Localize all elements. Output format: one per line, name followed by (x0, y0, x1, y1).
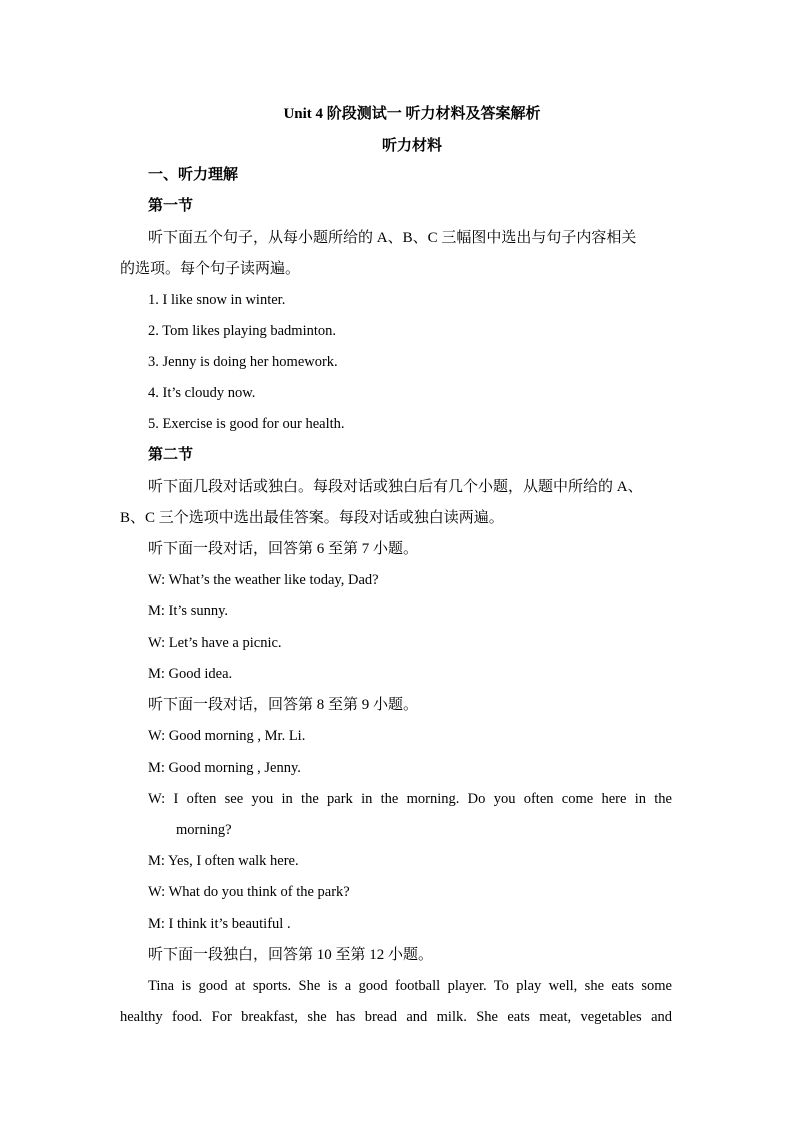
sentence-item: 5. Exercise is good for our health. (148, 416, 345, 432)
dialogue1-intro: 听下面一段对话，回答第 6 至第 7 小题。 (148, 541, 419, 557)
part1-instruction-line1: 听下面五个句子，从每小题所给的 A、B、C 三幅图中选出与句子内容相关 (148, 230, 637, 246)
part1-instruction-line2: 的选项。每个句子读两遍。 (120, 261, 301, 277)
dialogue2-intro: 听下面一段对话，回答第 8 至第 9 小题。 (148, 697, 419, 713)
document-title: Unit 4 阶段测试一 听力材料及答案解析 (283, 106, 541, 122)
document-subtitle: 听力材料 (381, 138, 442, 154)
dialogue-line: M: Yes, I often walk here. (148, 853, 299, 869)
dialogue-line: M: Good idea. (148, 666, 233, 682)
monologue-intro: 听下面一段独白，回答第 10 至第 12 小题。 (148, 947, 434, 963)
dialogue-line-continuation: morning? (176, 822, 232, 838)
dialogue-line: W: What’s the weather like today, Dad? (148, 572, 379, 588)
sentence-item: 3. Jenny is doing her homework. (148, 354, 338, 370)
section-heading: 一、听力理解 (148, 167, 239, 183)
monologue-line: healthy food. For breakfast, she has bread and milk. She eats meat, vegetables and (120, 1009, 672, 1025)
sentence-item: 2. Tom likes playing badminton. (148, 323, 337, 339)
sentence-item: 4. It’s cloudy now. (148, 385, 256, 401)
dialogue-line: W: I often see you in the park in the morning. Do you often come here in the (148, 791, 672, 807)
dialogue-line: W: What do you think of the park? (148, 884, 350, 900)
dialogue-line: M: I think it’s beautiful . (148, 916, 291, 932)
monologue-line: Tina is good at sports. She is a good football player. To play well, she eats some (148, 978, 672, 994)
part2-heading: 第二节 (148, 447, 194, 463)
part2-instruction-line2: B、C 三个选项中选出最佳答案。每段对话或独白读两遍。 (120, 510, 504, 526)
dialogue-line: W: Good morning , Mr. Li. (148, 728, 306, 744)
dialogue-line: W: Let’s have a picnic. (148, 635, 282, 651)
part1-heading: 第一节 (148, 198, 194, 214)
sentence-item: 1. I like snow in winter. (148, 292, 286, 308)
part2-instruction-line1: 听下面几段对话或独白。每段对话或独白后有几个小题，从题中所给的 A、 (148, 479, 643, 495)
dialogue-line: M: It’s sunny. (148, 603, 229, 619)
dialogue-line: M: Good morning , Jenny. (148, 760, 301, 776)
